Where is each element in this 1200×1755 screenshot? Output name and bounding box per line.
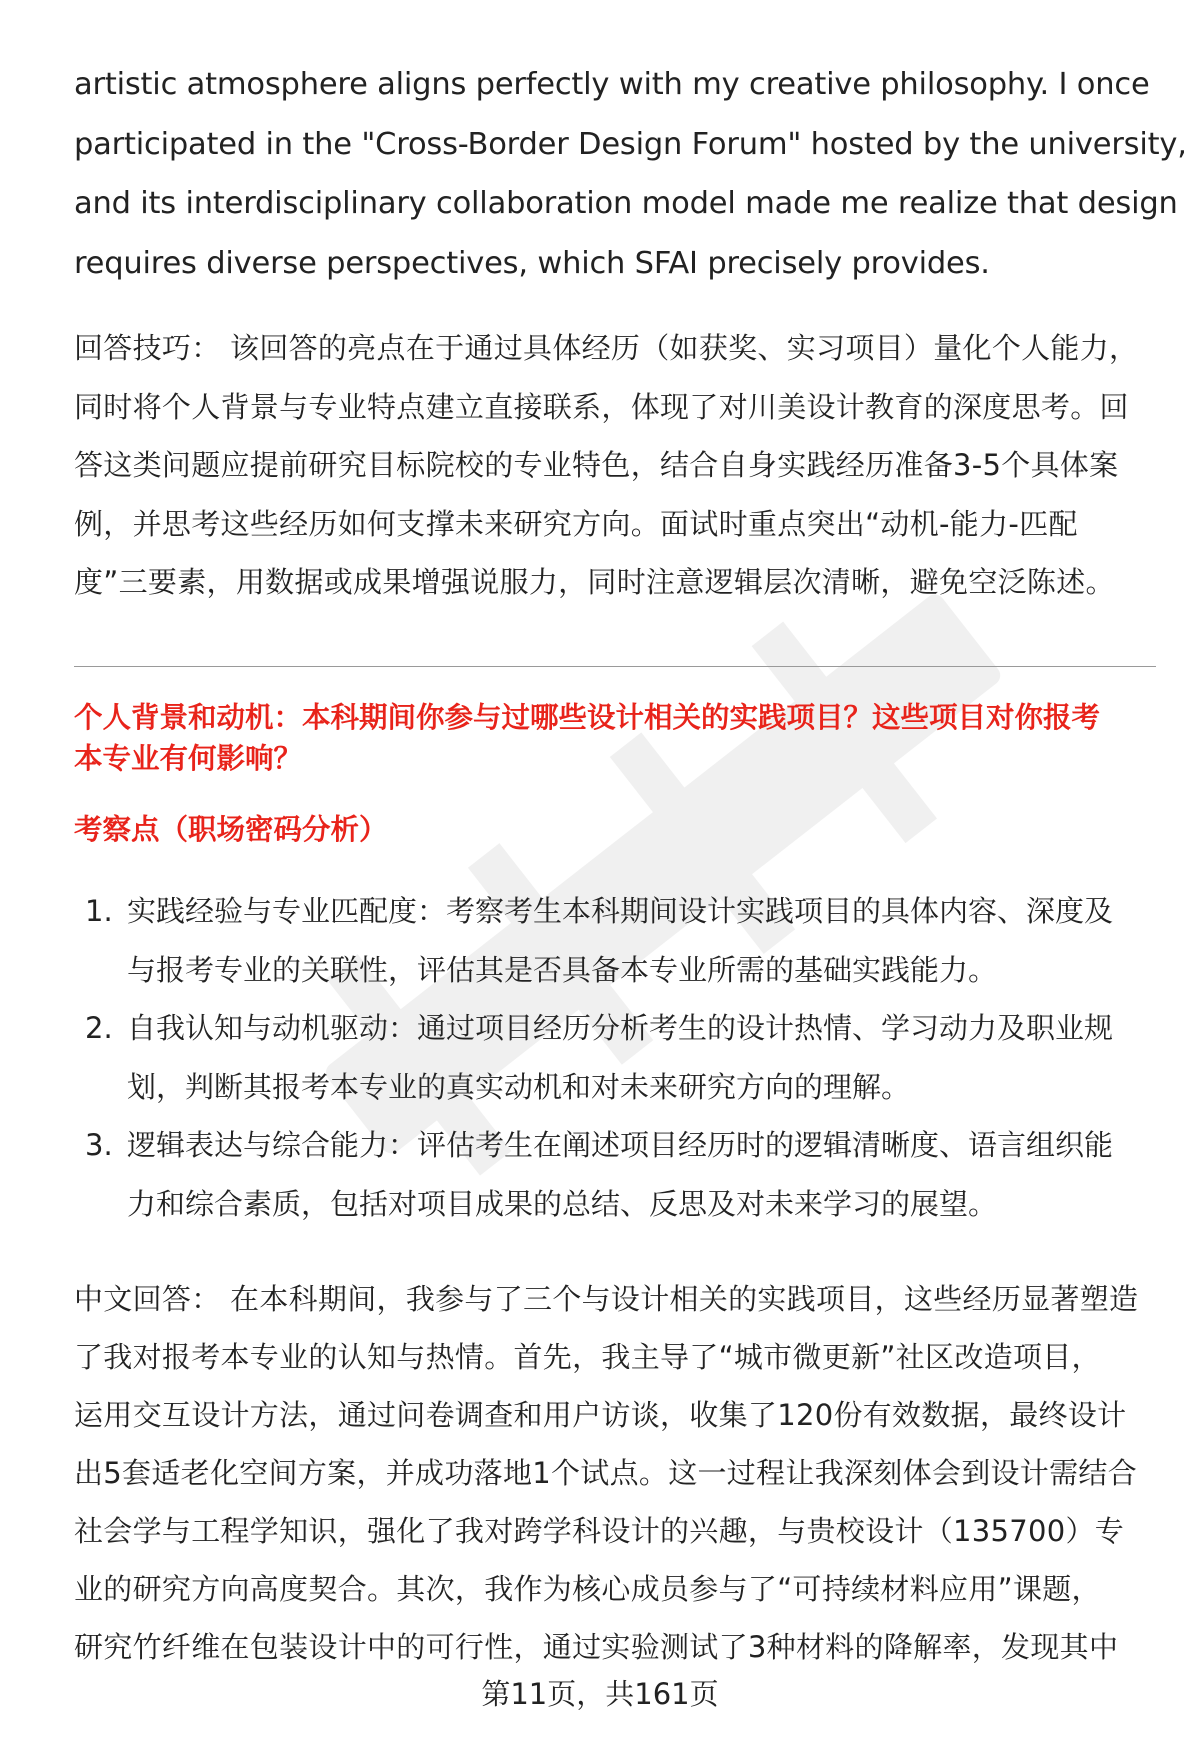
text-line: 实践经验与专业匹配度：考察考生本科期间设计实践项目的具体内容、深度及 [127, 894, 1114, 928]
text-line: 度”三要素，用数据或成果增强说服力，同时注意逻辑层次清晰，避免空泛陈述。 [74, 565, 1115, 599]
text-line: 业的研究方向高度契合。其次，我作为核心成员参与了“可持续材料应用”课题， [74, 1572, 1101, 1606]
list-number: 1. [85, 894, 113, 928]
text-line: 同时将个人背景与专业特点建立直接联系，体现了对川美设计教育的深度思考。回 [74, 389, 1129, 424]
text-line: 答这类问题应提前研究目标院校的专业特色，结合自身实践经历准备3-5个具体案 [74, 448, 1119, 482]
text-line: 力和综合素质，包括对项目成果的总结、反思及对未来学习的展望。 [127, 1186, 998, 1221]
list-item [74, 999, 1164, 1116]
text-line: 运用交互设计方法，通过问卷调查和用户访谈，收集了120份有效数据，最终设计 [74, 1398, 1127, 1432]
chinese-answer-paragraph [74, 1270, 1164, 1676]
list-item [74, 1116, 1164, 1233]
list-item [74, 882, 1164, 999]
text-line: 回答技巧： 该回答的亮点在于通过具体经历（如获奖、实习项目）量化个人能力， [74, 331, 1139, 365]
text-line: artistic atmosphere aligns perfectly with my creative philosophy. I once [74, 67, 1150, 102]
text-line: 社会学与工程学知识，强化了我对跨学科设计的兴趣，与贵校设计（135700）专 [74, 1514, 1125, 1548]
text-line: requires diverse perspectives, which SFAI precisely provides. [74, 245, 990, 281]
title-line: 本专业有何影响？ [74, 742, 303, 775]
list-number: 2. [85, 1011, 113, 1045]
list-number: 3. [85, 1128, 113, 1162]
text-line: 划，判断其报考本专业的真实动机和对未来研究方向的理解。 [127, 1069, 911, 1104]
text-line: 自我认知与动机驱动：通过项目经历分析考生的设计热情、学习动力及职业规 [127, 1011, 1114, 1045]
text-line: 研究竹纤维在包装设计中的可行性，通过实验测试了3种材料的降解率，发现其中 [74, 1630, 1119, 1664]
text-line: 例，并思考这些经历如何支撑未来研究方向。面试时重点突出“动机-能力-匹配 [74, 506, 1078, 541]
focus-list [74, 882, 1164, 1233]
text-line: participated in the "Cross-Border Design Forum" hosted by the university, [74, 126, 1187, 162]
focus-heading: 考察点（职场密码分析） [74, 813, 388, 846]
english-answer-paragraph [74, 55, 1187, 293]
text-line: and its interdisciplinary collaboration model made me realize that design [74, 186, 1178, 221]
text-line: 中文回答： 在本科期间，我参与了三个与设计相关的实践项目，这些经历显著塑造 [74, 1282, 1139, 1316]
section-divider [74, 666, 1156, 667]
title-line: 个人背景和动机：本科期间你参与过哪些设计相关的实践项目？这些项目对你报考 [74, 701, 1101, 734]
page-number-footer: 第11页，共161页 [481, 1677, 719, 1711]
question-title [74, 697, 1164, 779]
text-line: 逻辑表达与综合能力：评估考生在阐述项目经历时的逻辑清晰度、语言组织能 [127, 1128, 1114, 1162]
text-line: 了我对报考本专业的认知与热情。首先，我主导了“城市微更新”社区改造项目， [74, 1340, 1101, 1374]
text-line: 与报考专业的关联性，评估其是否具备本专业所需的基础实践能力。 [127, 952, 998, 987]
answer-tips-paragraph [74, 319, 1164, 612]
text-line: 出5套适老化空间方案，并成功落地1个试点。这一过程让我深刻体会到设计需结合 [74, 1456, 1138, 1490]
